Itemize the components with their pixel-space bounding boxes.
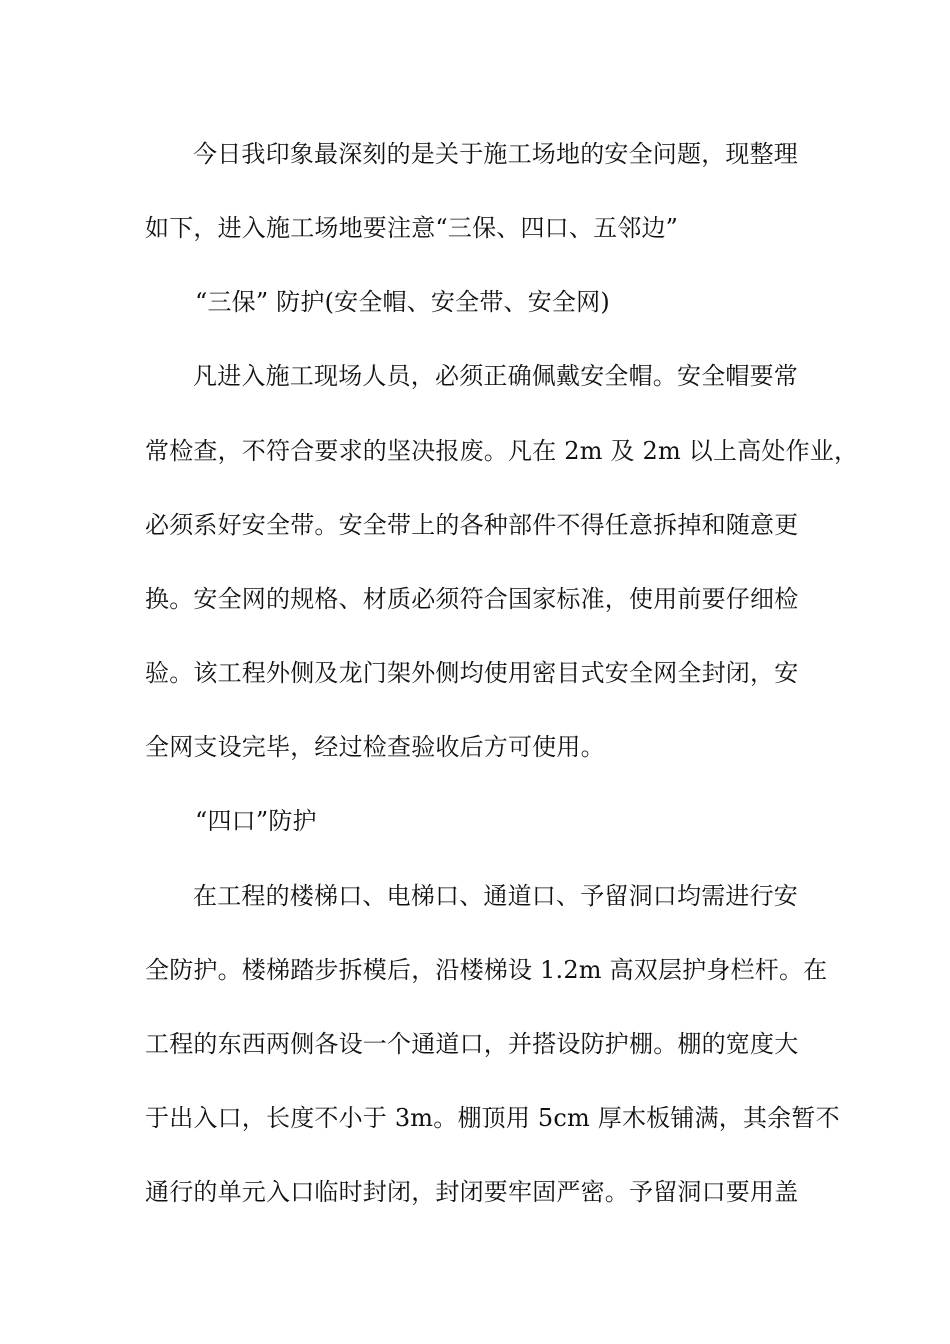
paragraph-2-line-5: 验。该工程外侧及龙门架外侧均使用密目式安全网全封闭，安 [145, 659, 799, 687]
paragraph-2-line-4: 换。安全网的规格、材质必须符合国家标准，使用前要仔细检 [145, 585, 799, 613]
paragraph-3-line-5: 通行的单元入口临时封闭，封闭要牢固严密。予留洞口要用盖 [145, 1178, 799, 1206]
paragraph-3-line-1: 在工程的楼梯口、电梯口、通道口、予留洞口均需进行安 [193, 882, 798, 910]
section-heading-three-protections: “三保” 防护(安全帽、安全带、安全网) [195, 288, 610, 316]
paragraph-2-line-3: 必须系好安全带。安全带上的各种部件不得任意拆掉和随意更 [145, 511, 799, 539]
paragraph-3-line-2: 全防护。楼梯踏步拆模后，沿楼梯设 1.2m 高双层护身栏杆。在 [145, 956, 828, 984]
paragraph-1-line-2: 如下，进入施工场地要注意“三保、四口、五邻边” [145, 214, 679, 242]
paragraph-1-line-1: 今日我印象最深刻的是关于施工场地的安全问题，现整理 [193, 140, 798, 168]
paragraph-2-line-1: 凡进入施工现场人员，必须正确佩戴安全帽。安全帽要常 [193, 362, 798, 390]
paragraph-2-line-2: 常检查，不符合要求的坚决报废。凡在 2m 及 2m 以上高处作业， [145, 437, 859, 465]
paragraph-3-line-3: 工程的东西两侧各设一个通道口，并搭设防护棚。棚的宽度大 [145, 1030, 799, 1058]
paragraph-3-line-4: 于出入口，长度不小于 3m。棚顶用 5cm 厚木板铺满，其余暂不 [145, 1104, 840, 1132]
paragraph-2-line-6: 全网支设完毕，经过检查验收后方可使用。 [145, 733, 605, 761]
section-heading-four-openings: “四口”防护 [195, 807, 317, 835]
